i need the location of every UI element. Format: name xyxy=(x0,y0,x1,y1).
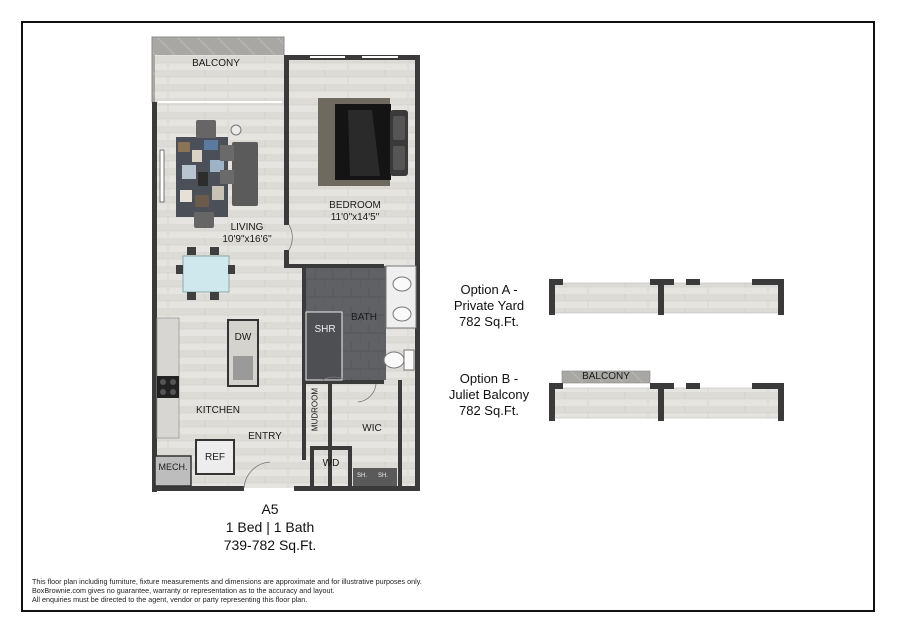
mudroom-label: MUDROOM xyxy=(310,387,320,432)
sink xyxy=(233,356,253,380)
dishwasher-label: DW xyxy=(234,332,252,343)
bedroom-label: BEDROOM xyxy=(329,200,381,211)
bedroom-size: 11'0"x14'5" xyxy=(330,212,380,223)
refrigerator-label: REF xyxy=(205,452,225,463)
living-label: LIVING xyxy=(230,222,264,233)
entry-label: ENTRY xyxy=(248,431,282,442)
unit-area: 739-782 Sq.Ft. xyxy=(223,537,317,553)
living-size: 10'9"x16'6" xyxy=(222,234,272,245)
wic-label: WIC xyxy=(362,423,382,434)
cooktop xyxy=(157,376,179,398)
option-b-text xyxy=(430,371,548,419)
option-a-text xyxy=(434,282,544,330)
balcony-label: BALCONY xyxy=(192,58,240,69)
kitchen-label: KITCHEN xyxy=(196,405,240,416)
dining-table xyxy=(183,256,229,292)
shelf-label-2: SH. xyxy=(378,473,389,479)
option-a-type: Private Yard xyxy=(453,298,525,313)
option-b-title: Option B - xyxy=(459,371,519,386)
option-b-type: Juliet Balcony xyxy=(448,387,530,402)
disclaimer-line-1: This floor plan including furniture, fixture measurements and dimensions are approximate and for illustrative purposes only. xyxy=(32,577,422,586)
unit-caption xyxy=(200,500,340,554)
option-b-area: 782 Sq.Ft. xyxy=(459,403,519,418)
disclaimer xyxy=(32,577,422,604)
option-a-area: 782 Sq.Ft. xyxy=(459,314,519,329)
option-a-title: Option A - xyxy=(460,282,518,297)
shower-label: SHR xyxy=(314,324,336,335)
disclaimer-line-2: BoxBrownie.com gives no guarantee, warranty or representation as to the accuracy and layout. xyxy=(32,586,335,595)
shelf-label-1: SH. xyxy=(357,473,368,479)
unit-beds-baths: 1 Bed | 1 Bath xyxy=(225,519,315,535)
bath-label: BATH xyxy=(351,312,377,323)
option-a-diagram xyxy=(549,279,784,315)
unit-name: A5 xyxy=(261,501,279,517)
disclaimer-line-3: All enquiries must be directed to the agent, vendor or party representing this floor plan. xyxy=(32,595,308,604)
washer-dryer-label: WD xyxy=(322,458,340,469)
option-b-balcony-label: BALCONY xyxy=(582,371,630,382)
sofa xyxy=(232,142,258,206)
mechanical-label: MECH. xyxy=(158,462,188,472)
